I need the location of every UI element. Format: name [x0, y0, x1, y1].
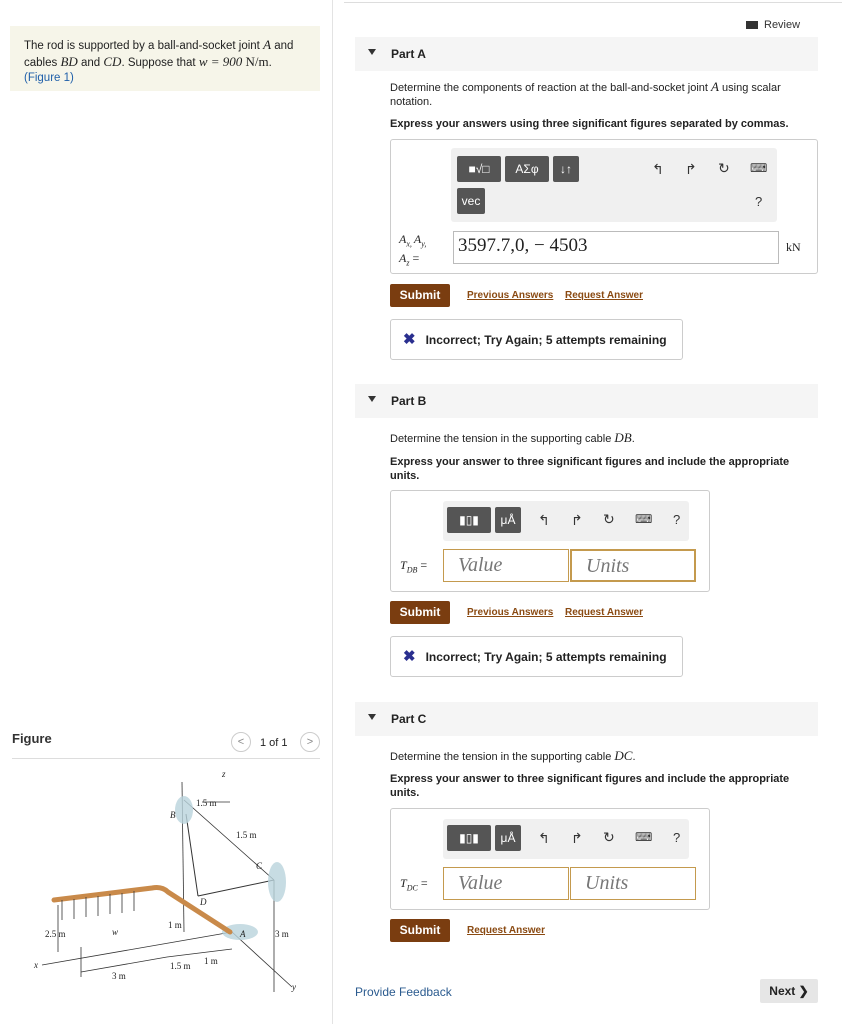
label-dim-8: 1 m [204, 956, 218, 966]
part-b-label: Part B [391, 394, 427, 408]
part-c-prompt [390, 749, 810, 764]
part-a-header[interactable] [355, 37, 818, 71]
part-b-header[interactable] [355, 384, 818, 418]
part-a-prompt-var: A [711, 79, 719, 94]
column-divider [332, 0, 333, 1024]
redo-icon[interactable]: ↱ [685, 161, 697, 177]
part-a-prompt-tail: using scalar notation. [390, 82, 781, 108]
label-dim-6: 3 m [112, 971, 126, 981]
label-dim-7: 1.5 m [170, 961, 191, 971]
problem-period: . [268, 57, 272, 69]
templates-button[interactable]: ▮▯▮ [447, 825, 491, 851]
incorrect-x-icon: ✖ [403, 331, 416, 348]
label-dim-1: 1.5 m [196, 798, 217, 808]
part-a-previous-answers-link[interactable]: Previous Answers [467, 290, 554, 301]
label-z: z [222, 769, 226, 779]
figure-diagram [12, 762, 322, 1012]
part-c-answer-box [390, 808, 710, 910]
problem-cables: cables [24, 57, 58, 69]
part-b-value-input[interactable]: Value [443, 549, 569, 582]
keyboard-icon[interactable]: ⌨ [635, 512, 653, 526]
figure-prev-button[interactable]: < [231, 732, 251, 752]
part-c-value-input[interactable]: Value [443, 867, 569, 900]
label-B: B [170, 810, 176, 820]
part-a-variable-label: $A_{x,}$ $A_{y,}$ $A_z$ = [399, 232, 427, 268]
part-c-toolbar [443, 819, 689, 859]
collapse-triangle-icon [368, 49, 376, 55]
part-b-prompt-text: Determine the tension in the supporting cable [390, 433, 612, 445]
part-b-request-answer-link[interactable]: Request Answer [565, 607, 643, 618]
part-c-prompt-tail: . [632, 751, 636, 763]
problem-and2: and [81, 57, 101, 69]
problem-w: w = 900 [198, 54, 243, 69]
problem-var-A: A [263, 37, 272, 52]
redo-icon[interactable]: ↱ [571, 830, 583, 846]
reset-icon[interactable]: ↻ [603, 511, 615, 527]
part-c-submit-button[interactable]: Submit [390, 919, 450, 942]
part-c-request-answer-link[interactable]: Request Answer [467, 925, 545, 936]
part-b-instruction: Express your answer to three significant figures and include the appropriate units. [390, 456, 790, 482]
label-dim-4: 2.5 m [45, 929, 66, 939]
part-c-instruction: Express your answer to three significant figures and include the appropriate units. [390, 773, 790, 799]
problem-suppose: . Suppose that [121, 57, 196, 69]
part-a-answer-input[interactable]: 3597.7,0, − 4503 [453, 231, 779, 264]
problem-and: and [274, 40, 294, 52]
provide-feedback-link[interactable]: Provide Feedback [355, 985, 452, 999]
part-c-prompt-var: DC [614, 748, 633, 763]
part-c-variable-label: $T_{DC}$ = [400, 876, 428, 893]
part-b-answer-box [390, 490, 710, 592]
label-C: C [256, 861, 263, 871]
problem-text-1: The rod is supported by a ball-and-socket joint [24, 40, 260, 52]
cable-bd [186, 814, 198, 896]
vec-button[interactable]: vec [457, 188, 485, 214]
arrows-button[interactable]: ↓↑ [553, 156, 579, 182]
redo-icon[interactable]: ↱ [571, 512, 583, 528]
label-y: y [292, 982, 296, 992]
review-icon [746, 21, 758, 29]
units-button[interactable]: μÅ [495, 825, 521, 851]
label-x: x [34, 960, 38, 970]
top-rule [344, 2, 842, 3]
part-b-toolbar [443, 501, 689, 541]
units-button[interactable]: μÅ [495, 507, 521, 533]
cable-cd [198, 880, 274, 896]
part-a-request-answer-link[interactable]: Request Answer [565, 290, 643, 301]
undo-icon[interactable]: ↰ [652, 161, 664, 177]
figure-next-button[interactable]: > [300, 732, 320, 752]
greek-symbols-button[interactable]: ΑΣφ [505, 156, 549, 182]
part-a-prompt-text: Determine the components of reaction at the ball-and-socket joint [390, 82, 708, 94]
keyboard-icon[interactable]: ⌨ [635, 830, 653, 844]
problem-unit: N/m [245, 54, 269, 69]
part-a-toolbar [451, 148, 777, 222]
help-icon[interactable]: ? [673, 512, 681, 527]
part-a-feedback-text: Incorrect; Try Again; 5 attempts remaining [425, 333, 667, 347]
label-dim-3: 1 m [168, 920, 182, 930]
problem-statement [10, 26, 320, 91]
part-c-header[interactable] [355, 702, 818, 736]
part-b-units-input[interactable]: Units [570, 549, 696, 582]
figure-title: Figure [12, 731, 52, 746]
help-icon[interactable]: ? [755, 194, 763, 209]
collapse-triangle-icon [368, 714, 376, 720]
label-D: D [200, 897, 207, 907]
reset-icon[interactable]: ↻ [718, 160, 730, 176]
review-label: Review [764, 19, 801, 31]
label-A: A [240, 929, 246, 939]
figure-link[interactable]: (Figure 1) [24, 72, 74, 84]
part-a-unit: kN [786, 240, 801, 254]
part-b-prompt [390, 431, 810, 446]
part-b-variable-label: $T_{DB}$ = [400, 558, 428, 575]
keyboard-icon[interactable]: ⌨ [750, 161, 768, 175]
label-w: w [112, 927, 119, 937]
rod [54, 888, 230, 933]
part-c-label: Part C [391, 712, 427, 726]
part-b-previous-answers-link[interactable]: Previous Answers [467, 607, 554, 618]
part-a-instruction: Express your answers using three significant figures separated by commas. [390, 118, 789, 130]
part-a-submit-button[interactable]: Submit [390, 284, 450, 307]
undo-icon[interactable]: ↰ [538, 512, 550, 528]
part-a-feedback [390, 319, 683, 360]
incorrect-x-icon: ✖ [403, 648, 416, 665]
part-b-prompt-var: DB [614, 430, 632, 445]
templates-button[interactable]: ■√□ [457, 156, 501, 182]
next-label: Next [769, 984, 796, 998]
figure-count: 1 of 1 [260, 737, 288, 749]
part-a-prompt [390, 80, 810, 109]
part-c-units-input[interactable]: Units [570, 867, 696, 900]
problem-var-CD: CD [103, 54, 122, 69]
part-b-feedback [390, 636, 683, 677]
part-b-prompt-tail: . [631, 433, 635, 445]
figure-divider [12, 758, 320, 759]
help-icon[interactable]: ? [673, 830, 681, 845]
label-dim-5: 3 m [275, 929, 289, 939]
part-b-submit-button[interactable]: Submit [390, 601, 450, 624]
part-b-feedback-text: Incorrect; Try Again; 5 attempts remaining [425, 650, 667, 664]
collapse-triangle-icon [368, 396, 376, 402]
part-a-label: Part A [391, 47, 426, 61]
review-link[interactable] [746, 19, 800, 31]
next-button[interactable] [760, 979, 818, 1003]
templates-button[interactable]: ▮▯▮ [447, 507, 491, 533]
label-dim-2: 1.5 m [236, 830, 257, 840]
problem-var-BD: BD [60, 54, 78, 69]
undo-icon[interactable]: ↰ [538, 830, 550, 846]
part-c-prompt-text: Determine the tension in the supporting cable [390, 751, 612, 763]
part-a-answer-box [390, 139, 818, 274]
reset-icon[interactable]: ↻ [603, 829, 615, 845]
chevron-right-icon: ❯ [798, 984, 809, 998]
